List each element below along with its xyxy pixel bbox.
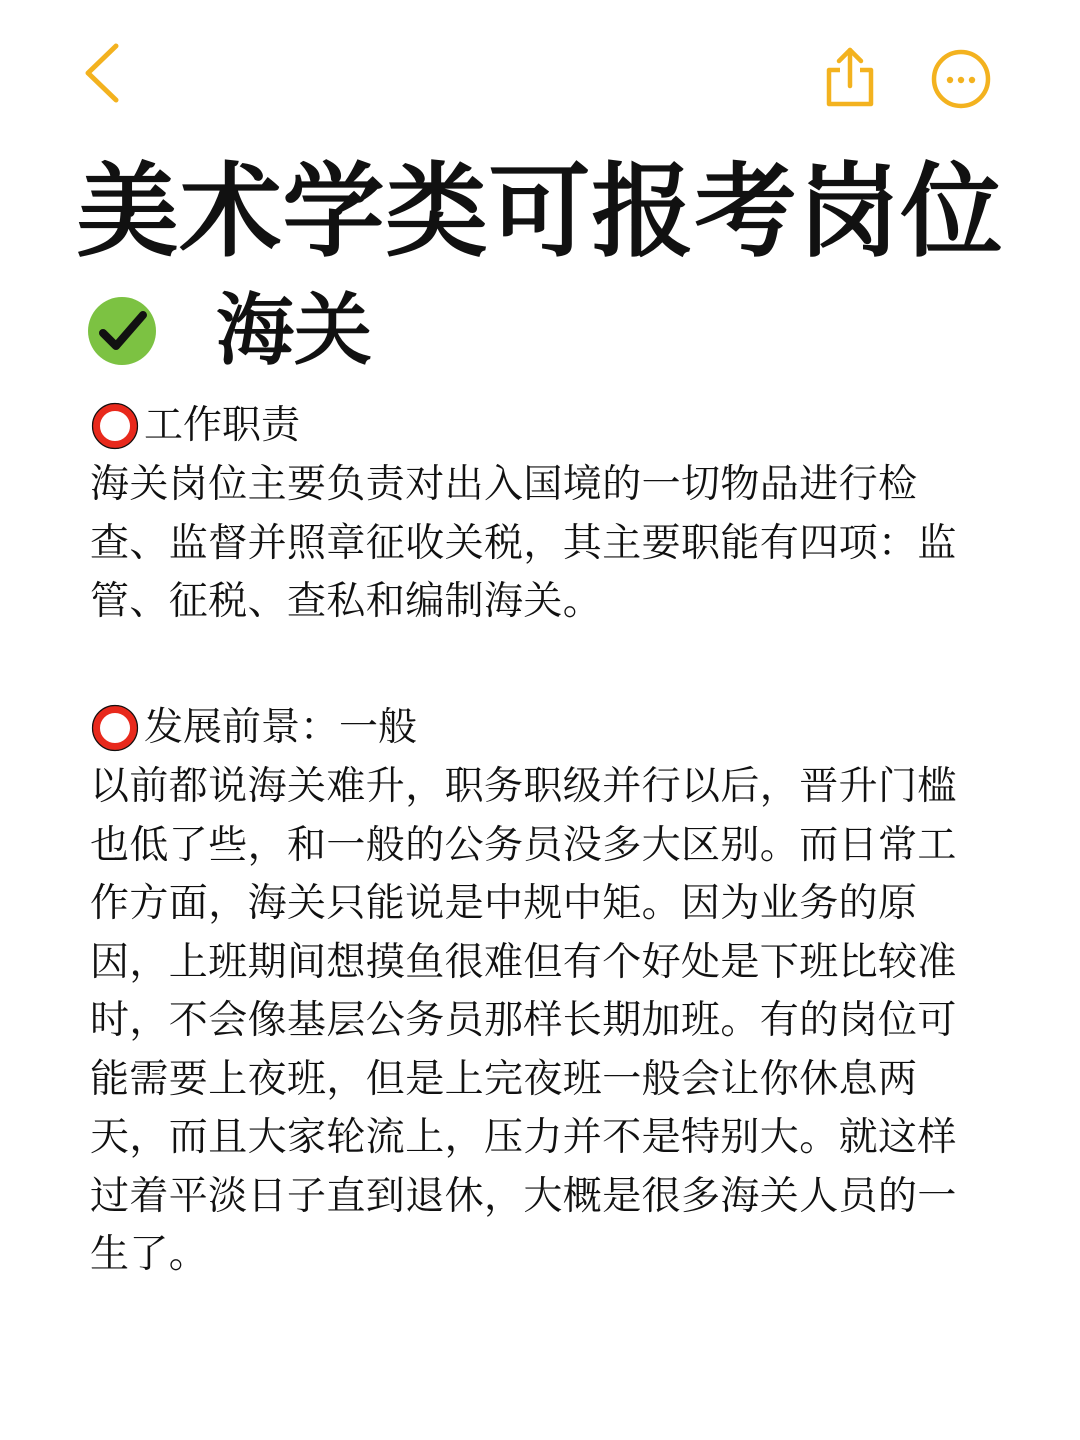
page-title: 美术学类可报考岗位 xyxy=(76,153,1004,272)
more-button[interactable] xyxy=(930,48,992,110)
duties-heading-label: 工作职责 xyxy=(144,403,301,448)
share-button[interactable] xyxy=(820,44,880,110)
red-circle-icon xyxy=(90,401,140,451)
back-button[interactable] xyxy=(78,40,128,106)
duties-text: 海关岗位主要负责对出入国境的一切物品进行检查、监督并照章征收关税，其主要职能有四项：监管、征税、查私和编制海关。 xyxy=(90,462,957,624)
check-mark-icon xyxy=(86,295,158,367)
red-circle-icon xyxy=(90,703,140,753)
top-bar xyxy=(0,0,1080,150)
prospects-heading xyxy=(90,698,990,758)
duties-heading xyxy=(90,396,990,456)
chevron-left-icon xyxy=(78,40,128,106)
prospects-heading-label: 发展前景：一般 xyxy=(144,705,418,750)
prospects-block xyxy=(90,698,990,1285)
duties-block xyxy=(90,396,990,632)
prospects-text: 以前都说海关难升，职务职级并行以后，晋升门槛也低了些，和一般的公务员没多大区别。而日常工作方面，海关只能说是中规中矩。因为业务的原因，上班期间想摸鱼很难但有个好处是下班比较准时，不会像基层公务员那样长期加班。有的岗位可能需要上夜班，但是上完夜班一般会让你休息两天，而且大家轮流上，压力并不是特别大。就这样过着平淡日子直到退休，大概是很多海关人员的一生了。 xyxy=(90,764,957,1277)
section-title: 海关 xyxy=(216,286,373,376)
section-heading xyxy=(86,286,372,376)
more-icon xyxy=(930,48,992,110)
share-icon xyxy=(820,44,880,110)
